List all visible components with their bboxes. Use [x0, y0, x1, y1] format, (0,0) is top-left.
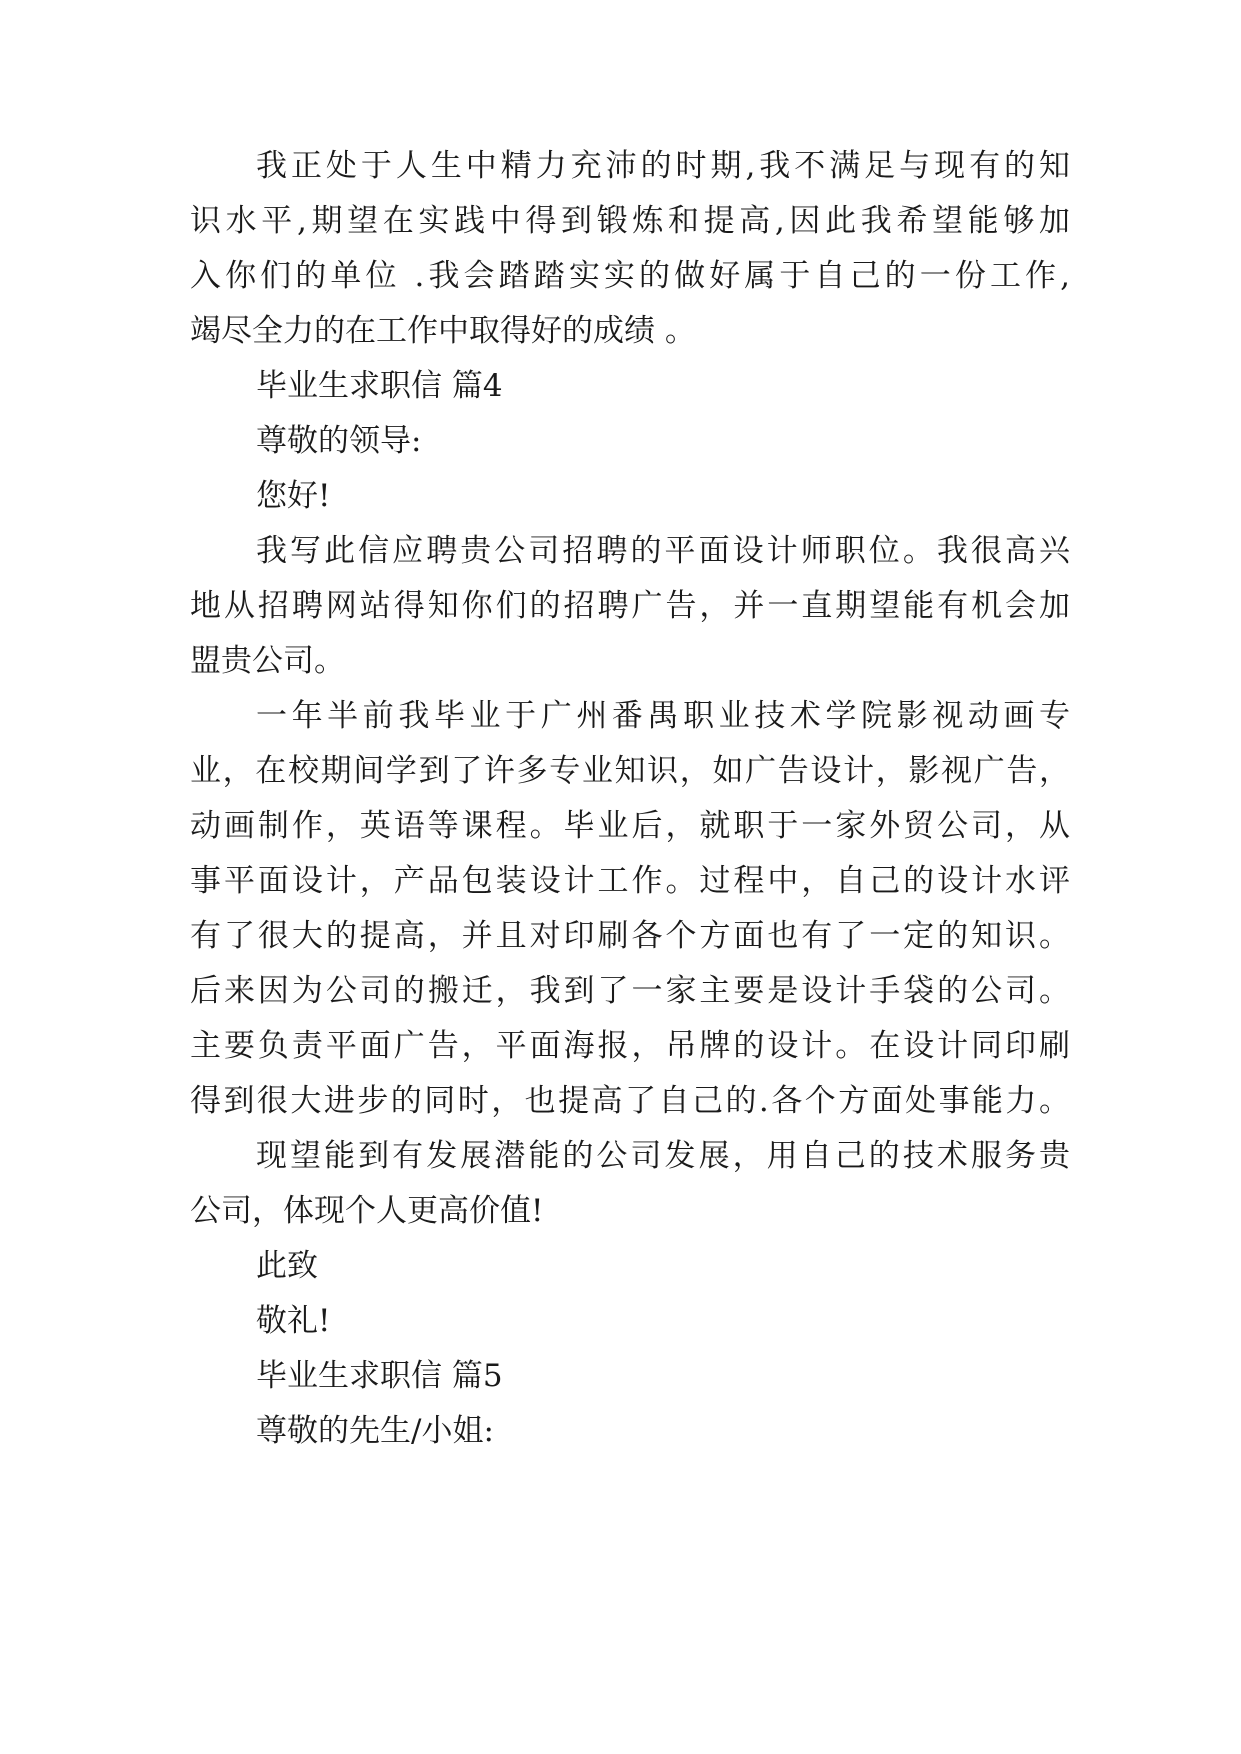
paragraph-line: 入你们的单位 .我会踏踏实实的做好属于自己的一份工作,: [190, 258, 1070, 294]
paragraph-line: 现望能到有发展潜能的公司发展，用自己的技术服务贵: [256, 1138, 1070, 1174]
closing-line: 敬礼!: [256, 1303, 331, 1339]
paragraph-line: 公司，体现个人更高价值!: [190, 1193, 544, 1229]
section-heading: 毕业生求职信 篇4: [256, 368, 503, 404]
paragraph-line: 有了很大的提高，并且对印刷各个方面也有了一定的知识。: [190, 918, 1070, 954]
paragraph-line: 后来因为公司的搬迁，我到了一家主要是设计手袋的公司。: [190, 973, 1070, 1009]
paragraph-line: 得到很大进步的同时，也提高了自己的.各个方面处事能力。: [190, 1083, 1070, 1119]
closing-line: 此致: [256, 1248, 318, 1284]
salutation: 尊敬的领导:: [256, 423, 422, 459]
paragraph-line: 地从招聘网站得知你们的招聘广告，并一直期望能有机会加: [190, 588, 1070, 624]
paragraph-line: 主要负责平面广告，平面海报，吊牌的设计。在设计同印刷: [190, 1028, 1070, 1064]
greeting: 您好!: [256, 478, 331, 514]
paragraph-line: 我正处于人生中精力充沛的时期,我不满足与现有的知: [256, 148, 1070, 184]
paragraph-line: 竭尽全力的在工作中取得好的成绩 。: [190, 313, 696, 349]
paragraph-line: 一年半前我毕业于广州番禺职业技术学院影视动画专: [256, 698, 1070, 734]
paragraph-line: 业，在校期间学到了许多专业知识，如广告设计，影视广告，: [190, 753, 1070, 789]
section-heading: 毕业生求职信 篇5: [256, 1358, 503, 1394]
paragraph-line: 动画制作，英语等课程。毕业后，就职于一家外贸公司，从: [190, 808, 1070, 844]
paragraph-line: 盟贵公司。: [190, 643, 345, 679]
paragraph-line: 事平面设计，产品包装设计工作。过程中，自己的设计水评: [190, 863, 1070, 899]
paragraph-line: 识水平,期望在实践中得到锻炼和提高,因此我希望能够加: [190, 203, 1070, 239]
salutation: 尊敬的先生/小姐:: [256, 1413, 494, 1449]
paragraph-line: 我写此信应聘贵公司招聘的平面设计师职位。我很高兴: [256, 533, 1070, 569]
